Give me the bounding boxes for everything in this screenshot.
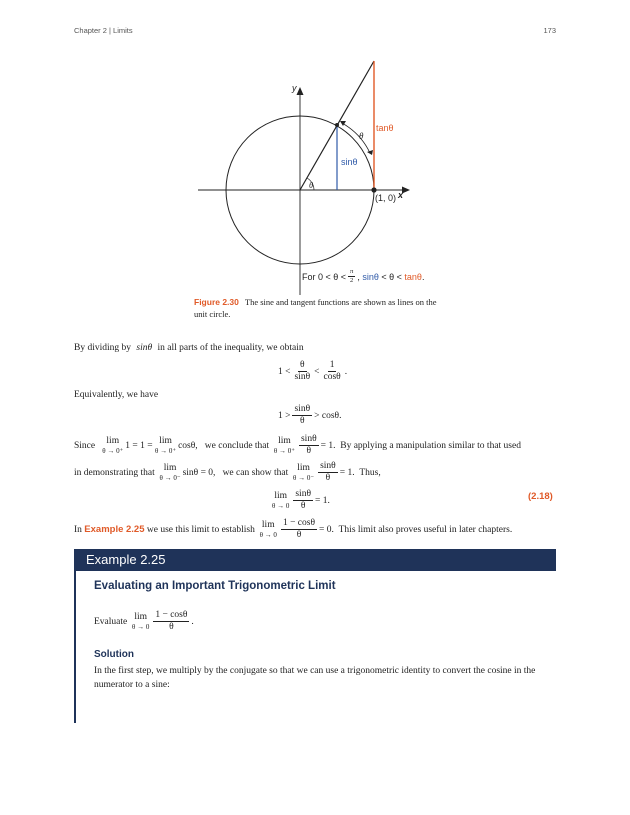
p5-num: 1 − cosθ [282, 518, 316, 528]
eq1-frac1 [292, 360, 312, 383]
p3-den: θ [306, 446, 312, 456]
eq1-den: sinθ [294, 372, 311, 382]
p3-lim2-word: lim [159, 436, 172, 446]
p4-lim2 [293, 463, 314, 482]
eq3-lim-word: lim [274, 491, 288, 501]
ineq-prefix: For 0 < θ < [302, 271, 347, 282]
p3-lim3 [274, 436, 295, 455]
p3-lim1-sub: θ → 0⁺ [102, 447, 124, 455]
ex-evaluate: Evaluate [94, 616, 128, 627]
p3-lim3-sub: θ → 0⁺ [273, 447, 295, 455]
figure-label: Figure 2.30 [194, 297, 239, 307]
equation-1 [278, 360, 347, 383]
p1-text: By dividing by [74, 343, 132, 353]
equation-2 [278, 404, 341, 427]
p3-eq-one: = 1. [320, 440, 336, 451]
ex-den: θ [169, 622, 174, 632]
paragraph-demonstrating [74, 461, 381, 484]
unit-circle-figure [190, 55, 430, 295]
p4-lim2-word: lim [297, 463, 310, 473]
p3-lim2 [155, 436, 176, 455]
ineq-comma: , [357, 271, 360, 282]
running-header: Chapter 2 | Limits [74, 26, 133, 35]
ex-frac [153, 610, 189, 633]
pi-over-two [348, 268, 355, 285]
pi-den: 2 [350, 277, 354, 284]
p4-den: θ [325, 473, 331, 483]
p5-frac [281, 518, 317, 541]
solution-heading: Solution [94, 649, 134, 660]
p4-num: sinθ [320, 461, 336, 471]
equation-number: (2.18) [528, 491, 553, 502]
x-axis-label: x [398, 190, 404, 200]
eq2-tail: > cosθ. [314, 410, 342, 421]
eq1-num: θ [300, 360, 305, 370]
example-2-25-link[interactable]: Example 2.25 [84, 524, 145, 535]
p5-text: we use this limit to establish [146, 524, 255, 535]
p5-lim-sub: θ → 0 [259, 531, 277, 539]
p3-since: Since [74, 440, 96, 451]
p3-cos: cosθ, [178, 440, 198, 451]
p4-show: we can show that [222, 467, 289, 478]
y-axis-arrow-icon [297, 87, 304, 95]
p3-frac [299, 434, 319, 457]
p4-eq-one: = 1. [339, 467, 355, 478]
ex-num: 1 − cosθ [155, 610, 188, 620]
ineq-tan: tanθ [404, 271, 422, 282]
example-header-bar: Example 2.25 [74, 549, 556, 571]
example-left-rule [74, 571, 76, 723]
eq2-one-gt: 1 > [278, 410, 291, 421]
p4-thus: Thus, [359, 467, 381, 478]
eq2-num: sinθ [294, 404, 311, 414]
p3-lim1 [102, 436, 123, 455]
ineq-sin: sinθ [362, 271, 379, 282]
sin-label: sinθ [341, 157, 358, 167]
p1-sin: sinθ [136, 343, 153, 353]
ex-lim [132, 612, 149, 631]
ex-lim-word: lim [134, 612, 147, 622]
eq1-one-lt: 1 < [278, 366, 291, 377]
theta-arc [342, 123, 370, 153]
p3-conclude: we conclude that [204, 440, 270, 451]
eq3-lim-sub: θ → 0 [272, 502, 290, 510]
equation-2-18 [272, 489, 330, 512]
eq3-lim [272, 491, 289, 510]
eq1-num2: 1 [329, 360, 335, 370]
eq1-dot: . [344, 366, 348, 377]
paragraph-dividing [74, 343, 304, 353]
point-1-0 [371, 187, 376, 192]
p1-text2: in all parts of the inequality, we obtain [157, 343, 304, 353]
eq2-den: θ [300, 416, 305, 426]
y-axis-label: y [292, 83, 297, 93]
p4-lim1 [160, 463, 181, 482]
eq1-frac2 [321, 360, 342, 383]
ineq-mid: < θ < [378, 271, 405, 282]
ineq-period: . [421, 271, 425, 282]
ex-lim-sub: θ → 0 [131, 623, 150, 631]
p3-lim1-word: lim [106, 436, 120, 446]
eq3-tail: = 1. [315, 495, 330, 506]
p4-sin-eq: sinθ = 0, [182, 467, 216, 478]
paragraph-in-example [74, 518, 512, 541]
tan-label: tanθ [376, 123, 394, 133]
eq1-lt: < [314, 366, 320, 377]
example-title: Evaluating an Important Trigonometric Limit [94, 580, 336, 592]
p5-den: θ [296, 530, 302, 540]
p4-frac [318, 461, 338, 484]
p5-rest: This limit also proves useful in later chapters. [338, 524, 513, 535]
arc-arrow-bottom-icon [367, 150, 373, 155]
paragraph-since [74, 434, 521, 457]
circle-point [335, 123, 339, 127]
p5-lim-word: lim [261, 520, 275, 530]
eq1-den2: cosθ [323, 372, 341, 382]
theta-arc-label: θ [359, 131, 364, 141]
p3-lim2-sub: θ → 0⁺ [155, 447, 177, 455]
point-label: (1, 0) [375, 193, 397, 203]
eq2-frac [292, 404, 312, 427]
p5-tail: = 0. [319, 524, 334, 535]
p3-one-eq: 1 = 1 = [125, 440, 153, 451]
p3-lim3-word: lim [278, 436, 291, 446]
paragraph-equivalently: Equivalently, we have [74, 390, 159, 400]
p4-lim1-sub: θ → 0⁻ [159, 474, 181, 482]
p5-lim [260, 520, 277, 539]
theta-angle-label: θ [309, 180, 314, 190]
figure-caption [194, 296, 444, 320]
eq3-num: sinθ [295, 489, 311, 499]
pi-num: π [350, 268, 354, 275]
example-evaluate [94, 610, 194, 633]
p4-text: in demonstrating that [74, 467, 155, 478]
p3-num: sinθ [300, 434, 317, 444]
p4-lim2-sub: θ → 0⁻ [293, 474, 315, 482]
x-axis-arrow-icon [402, 187, 410, 194]
eq3-frac [293, 489, 313, 512]
p3-rest: By applying a manipulation similar to that used [340, 440, 521, 451]
figure-inequality [302, 268, 424, 285]
eq3-den: θ [300, 501, 306, 511]
page-number: 173 [543, 26, 556, 35]
p4-lim1-word: lim [163, 463, 177, 473]
solution-text: In the first step, we multiply by the conjugate so that we can use a trigonometric identity to convert the cosine in the numerator to a sine: [94, 666, 536, 690]
ex-dot: . [191, 616, 194, 627]
caption-text: The sine and tangent functions are shown as lines on the unit circle. [194, 297, 437, 319]
p5-in: In [74, 524, 82, 535]
